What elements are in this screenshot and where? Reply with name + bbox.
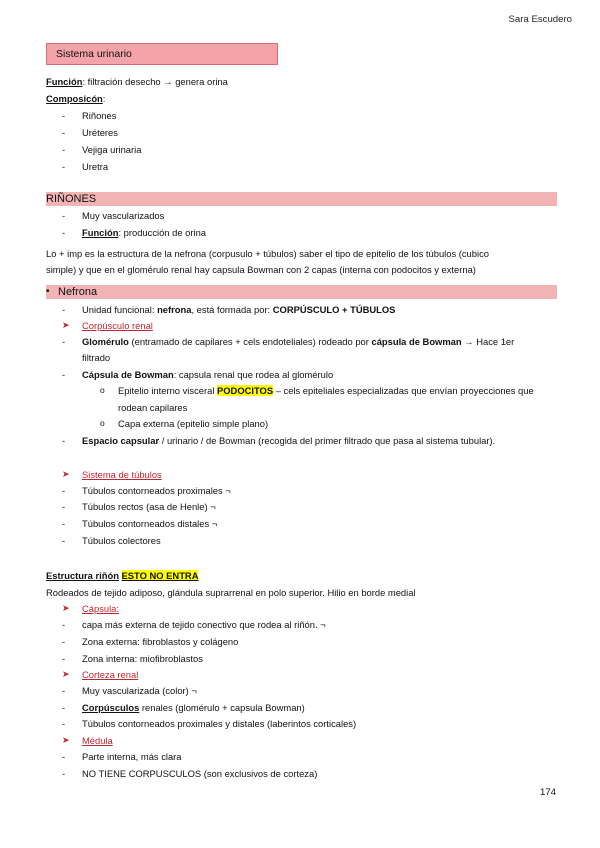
medula-heading: Médula (82, 735, 113, 746)
dash-marker: - (62, 501, 66, 512)
list-item (0, 418, 600, 432)
list-item-text: Zona interna: miofibroblastos (82, 653, 203, 664)
capsula-bowman-label: cápsula de Bowman (371, 336, 462, 347)
section-title: Sistema urinario (46, 43, 278, 65)
list-item-text: Capa externa (epitelio simple plano) (118, 418, 269, 429)
list-item (0, 669, 600, 683)
list-item-text: Uréteres (82, 127, 118, 138)
list-item-text (82, 369, 333, 381)
dash-marker: - (62, 619, 66, 630)
nefrona-heading (46, 285, 557, 299)
list-item-text: Túbulos contorneados distales ¬ (82, 518, 218, 529)
list-item (0, 619, 600, 633)
list-item (0, 718, 600, 732)
unidad-bold-1: nefrona (157, 304, 192, 315)
arrow-bullet-icon: ➤ (62, 735, 70, 745)
dash-marker: - (62, 653, 66, 664)
funcion-line (46, 76, 228, 88)
arrow-bullet-icon: ➤ (62, 669, 70, 679)
list-item-text: Túbulos colectores (82, 535, 161, 546)
list-item (0, 320, 600, 334)
list-item (0, 702, 600, 716)
dash-marker: - (62, 535, 66, 546)
estructura-label: Estructura riñón (46, 570, 119, 581)
list-item (0, 110, 600, 124)
epitelio-post: – cels epiteliales especializadas que envían proyecciones que (273, 385, 534, 396)
list-item-text (82, 304, 395, 316)
list-item-text (82, 435, 495, 447)
list-item (0, 161, 600, 175)
circle-bullet-icon: o (100, 385, 105, 395)
no-entra-highlight: ESTO NO ENTRA (121, 570, 199, 581)
estructura-heading (46, 570, 198, 582)
list-item (0, 304, 600, 318)
list-item (0, 469, 600, 483)
list-item-text: Riñones (82, 110, 117, 121)
list-item-text (82, 702, 305, 714)
list-item-text: Túbulos contorneados proximales ¬ (82, 485, 231, 496)
dash-marker: - (62, 110, 66, 121)
list-item (0, 501, 600, 515)
glomerulo-text-2: → Hace 1er (461, 336, 515, 347)
list-item (0, 603, 600, 617)
composicion-line (46, 93, 105, 105)
dash-marker: - (62, 227, 66, 238)
dash-marker: - (62, 636, 66, 647)
arrow-bullet-icon: ➤ (62, 469, 70, 479)
composicion-colon: : (102, 93, 106, 104)
espacio-label: Espacio capsular (82, 435, 160, 446)
espacio-text: / urinario / de Bowman (recogida del primer filtrado que pasa al sistema tubular). (159, 435, 496, 446)
podocitos-highlight: PODOCITOS (217, 385, 274, 396)
list-item (0, 385, 600, 399)
list-item-text: Parte interna, más clara (82, 751, 182, 762)
glomerulo-label: Glomérulo (82, 336, 129, 347)
list-item (0, 751, 600, 765)
list-item-text (118, 385, 534, 397)
corpusculos-text: renales (glomérulo + capsula Bowman) (139, 702, 305, 713)
unidad-bold-2: CORPÚSCULO + TÚBULOS (272, 304, 396, 315)
epitelio-pre: Epitelio interno visceral (118, 385, 218, 396)
list-item-text: Muy vascularizada (color) ¬ (82, 685, 197, 696)
dash-marker: - (62, 718, 66, 729)
list-item-text (82, 336, 514, 348)
dash-marker: - (62, 518, 66, 529)
unidad-pre: Unidad funcional: (82, 304, 158, 315)
list-item-text: Muy vascularizados (82, 210, 165, 221)
list-item-text: Zona externa: fibroblastos y colágeno (82, 636, 239, 647)
bullet-marker: • (46, 286, 50, 297)
sistema-tubulos-heading: Sistema de túbulos (82, 469, 162, 480)
dash-marker: - (62, 485, 66, 496)
corpusculo-heading: Corpúsculo renal (82, 320, 153, 331)
list-item (0, 518, 600, 532)
composicion-label: Composicón (46, 93, 103, 104)
paragraph-line: Lo + imp es la estructura de la nefrona (corpusulo + túbulos) saber el tipo de epitelio de los túbulos (cubico (46, 248, 489, 259)
corpusculos-label: Corpúsculos (82, 702, 140, 713)
dash-marker: - (62, 685, 66, 696)
list-item (0, 653, 600, 667)
capsula-heading: Cápsula: (82, 603, 120, 614)
list-item (0, 768, 600, 782)
dash-marker: - (62, 768, 66, 779)
list-item (0, 685, 600, 699)
list-item (0, 636, 600, 650)
dash-marker: - (62, 161, 66, 172)
list-item (0, 435, 600, 449)
dash-marker: - (62, 127, 66, 138)
dash-marker: - (62, 369, 66, 380)
corteza-heading: Corteza renal (82, 669, 139, 680)
dash-marker: - (62, 751, 66, 762)
list-item (0, 127, 600, 141)
list-item (0, 336, 600, 350)
epitelio-line-2: rodean capilares (118, 402, 188, 413)
funcion-text: : filtración desecho → genera orina (82, 76, 228, 87)
dash-marker: - (62, 702, 66, 713)
arrow-bullet-icon: ➤ (62, 320, 70, 330)
list-item (0, 485, 600, 499)
list-item-text: NO TIENE CORPUSCULOS (son exclusivos de corteza) (82, 768, 318, 779)
list-item-text: Uretra (82, 161, 109, 172)
glomerulo-text: (entramado de capilares + cels endoteliales) rodeado por (128, 336, 372, 347)
glomerulo-line-2: filtrado (82, 352, 111, 363)
funcion-label: Función (46, 76, 83, 87)
page-number: 174 (539, 787, 556, 798)
list-item-text: Túbulos rectos (asa de Henle) ¬ (82, 501, 216, 512)
author-name: Sara Escudero (508, 14, 572, 25)
list-item-text (82, 227, 206, 239)
list-item (0, 144, 600, 158)
capsula-label: Cápsula de Bowman (82, 369, 174, 380)
list-item (0, 535, 600, 549)
list-item (0, 227, 600, 241)
arrow-bullet-icon: ➤ (62, 603, 70, 613)
list-item-text: Vejiga urinaria (82, 144, 142, 155)
funcion-label: Función (82, 227, 119, 238)
funcion-text: : producción de orina (118, 227, 207, 238)
unidad-mid: , está formada por: (191, 304, 273, 315)
list-item-text: Túbulos contorneados proximales y distales (laberintos corticales) (82, 718, 357, 729)
list-item-text: capa más externa de tejido conectivo que rodea al riñón. ¬ (82, 619, 326, 630)
list-item (0, 369, 600, 383)
list-item (0, 735, 600, 749)
capsula-text: : capsula renal que rodea al glomérulo (173, 369, 334, 380)
paragraph-line: simple) y que en el glomérulo renal hay capsula Bowman con 2 capas (interna con podocitos y externa) (46, 264, 476, 275)
dash-marker: - (62, 336, 66, 347)
dash-marker: - (62, 144, 66, 155)
dash-marker: - (62, 435, 66, 446)
list-item (0, 210, 600, 224)
dash-marker: - (62, 304, 66, 315)
circle-bullet-icon: o (100, 418, 105, 428)
rinones-heading: RIÑONES (46, 192, 557, 206)
dash-marker: - (62, 210, 66, 221)
nefrona-heading-text: Nefrona (58, 286, 98, 298)
estructura-intro: Rodeados de tejido adiposo, glándula suprarrenal en polo superior. Hilio en borde medial (46, 587, 416, 598)
